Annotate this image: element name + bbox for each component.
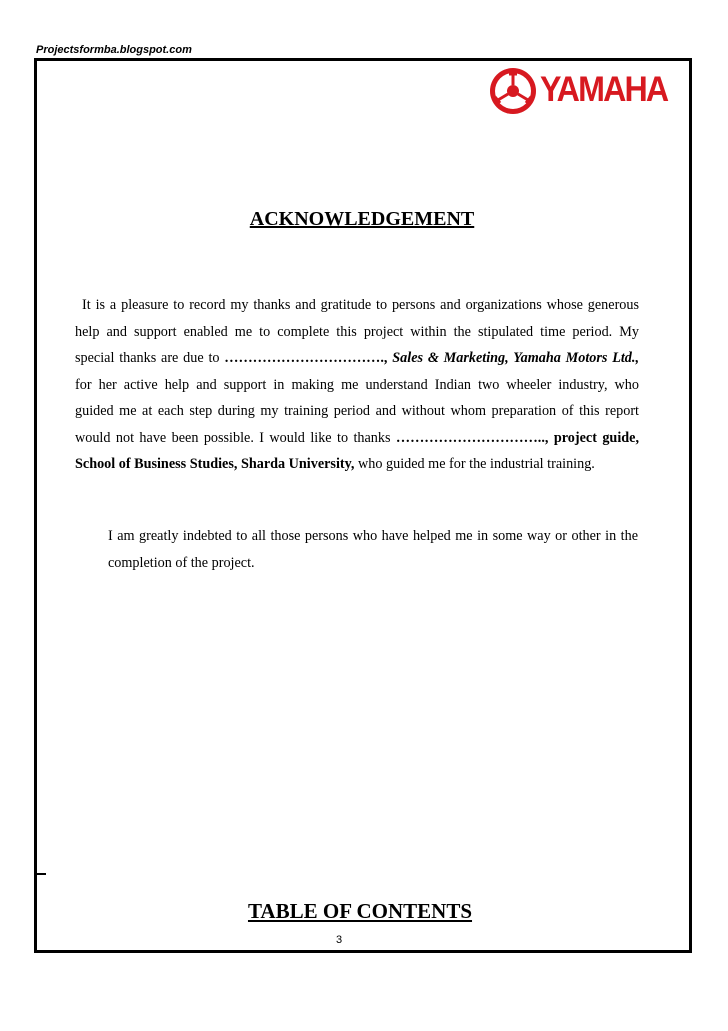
indebted-paragraph: [108, 523, 638, 576]
acknowledgement-title: ACKNOWLEDGEMENT: [249, 208, 475, 230]
logo-wordmark: YAMAHA: [540, 70, 668, 109]
paragraph-line: [75, 345, 639, 372]
name-placeholder: …………………………….,: [224, 350, 393, 366]
paragraph-line: for her active help and support in making me understand Indian two wheeler industry, who: [75, 376, 639, 393]
line-text: who guided me for the industrial training.: [354, 456, 595, 472]
page-number: 3: [335, 934, 343, 946]
paragraph-line: [75, 425, 639, 452]
paragraph-line: guided me at each step during my training period and without whom preparation of this report: [75, 403, 639, 419]
page-border: [34, 58, 692, 953]
line-text: would not have been possible. I would like to thanks: [75, 429, 396, 446]
margin-dash: [34, 873, 46, 875]
department-text: Sales & Marketing, Yamaha Motors Ltd.,: [392, 350, 639, 366]
acknowledgement-paragraph: [75, 292, 639, 478]
institution-text: School of Business Studies, Sharda University,: [75, 456, 355, 472]
line-text: special thanks are due to: [75, 350, 225, 366]
paragraph-line: completion of the project.: [108, 554, 255, 571]
paragraph-line: [75, 451, 639, 478]
guide-placeholder: ………………………….., project guide,: [395, 429, 639, 446]
paragraph-line: It is a pleasure to record my thanks and gratitude to persons and organizations whose generous: [82, 297, 639, 313]
paragraph-line: help and support enabled me to complete this project within the stipulated time period. My: [75, 323, 639, 340]
tuning-fork-emblem-icon: [488, 66, 538, 116]
yamaha-logo: [488, 66, 680, 116]
paragraph-line: I am greatly indebted to all those persons who have helped me in some way or other in the: [108, 528, 638, 544]
site-header: Projectsformba.blogspot.com: [36, 44, 192, 56]
table-of-contents-title: TABLE OF CONTENTS: [247, 899, 473, 923]
